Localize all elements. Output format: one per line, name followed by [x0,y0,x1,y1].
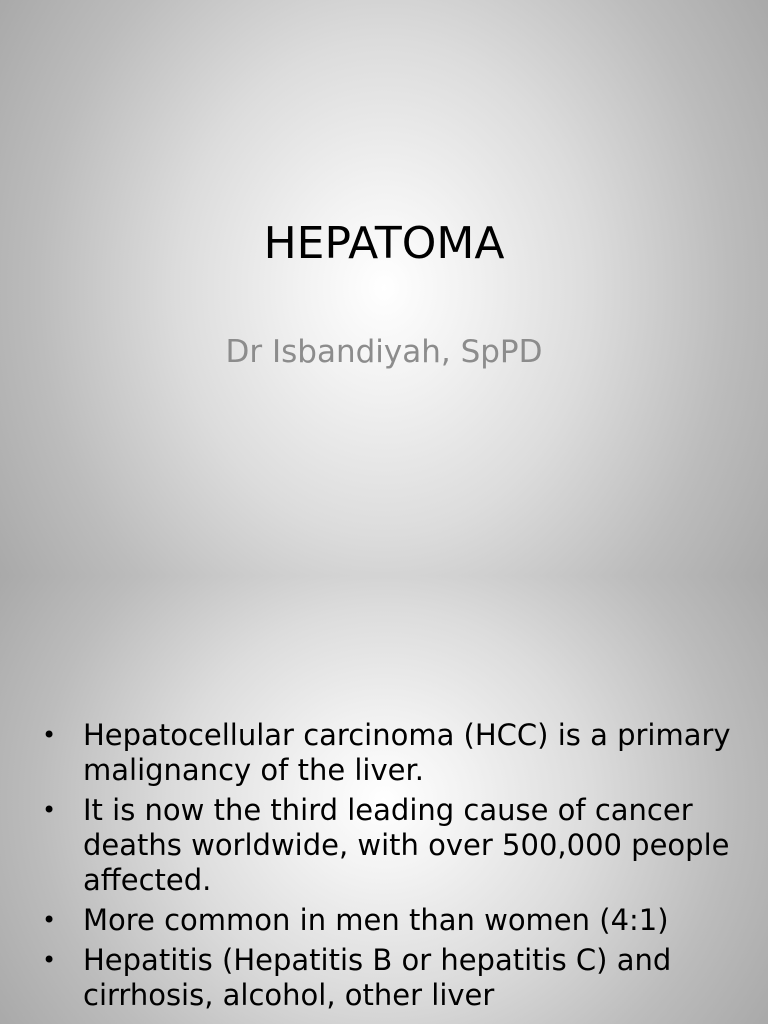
bullet-item [42,718,732,788]
bullet-text: It is now the third leading cause of cancer deaths worldwide, with over 500,000 people affected. [83,793,730,897]
bullet-dot-icon: • [42,946,57,974]
bullet-item [42,903,732,938]
bullet-text: Hepatitis (Hepatitis B or hepatitis C) and cirrhosis, alcohol, other liver [83,943,672,1012]
bullet-text: Hepatocellular carcinoma (HCC) is a primary malignancy of the liver. [83,718,731,787]
slide-title: HEPATOMA [263,218,505,269]
bullet-text: More common in men than women (4:1) [83,903,669,937]
slide-subtitle: Dr Isbandiyah, SpPD [225,334,543,370]
bullet-item [42,793,732,898]
bullet-list [42,718,732,1018]
bullet-dot-icon: • [42,796,57,824]
content-slide[interactable] [0,576,768,1024]
bullet-item [42,943,732,1013]
bullet-dot-icon: • [42,906,57,934]
bullet-dot-icon: • [42,721,57,749]
